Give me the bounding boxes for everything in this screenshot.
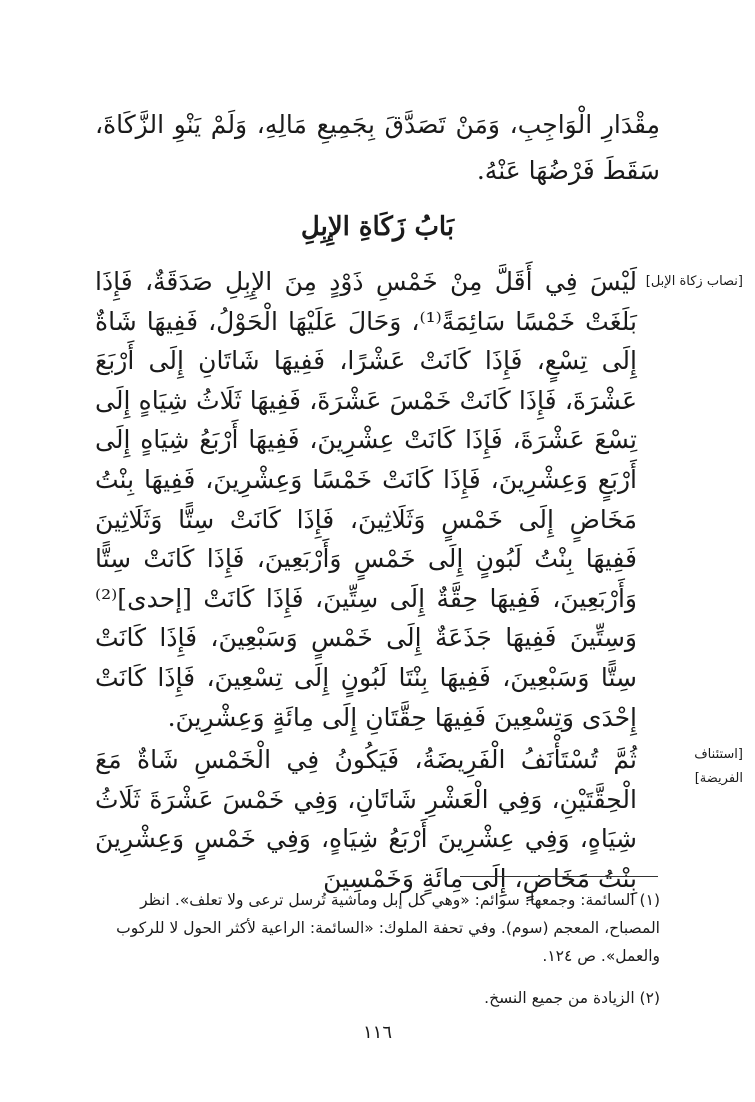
side-note-nisab: [نصاب زكاة الإبل] (645, 274, 743, 289)
paragraph-camel-nisab: لَيْسَ فِي أَقَلَّ مِنْ خَمْسِ ذَوْدٍ مِنَ الإِبِلِ صَدَقَةٌ، فَإِذَا بَلَغَتْ خَمْسًا سَائِمَةً⁽¹⁾، وَحَالَ عَلَيْهَا الْحَوْلُ، فَفِيهَا شَاةٌ إِلَى تِسْعٍ، فَإِذَا كَانَتْ عَشْرًا، فَفِيهَا شَاتَانِ إِلَى أَرْبَعَ عَشْرَةَ، فَإِذَا كَانَتْ خَمْسَ عَشْرَةَ، فَفِيهَا ثَلَاثُ شِيَاهٍ إِلَى تِسْعَ عَشْرَةَ، فَإِذَا كَانَتْ عِشْرِينَ، فَفِيهَا أَرْبَعُ شِيَاهٍ إِلَى أَرْبَعٍ وَعِشْرِينَ، فَإِذَا كَانَتْ خَمْسًا وَعِشْرِينَ، فَفِيهَا بِنْتُ مَخَاضٍ إِلَى خَمْسٍ وَثَلَاثِينَ، فَإِذَا كَانَتْ سِتًّا وَثَلَاثِينَ فَفِيهَا بِنْتُ لَبُونٍ إِلَى خَمْسٍ وَأَرْبَعِينَ، فَإِذَا كَانَتْ سِتًّا وَأَرْبَعِينَ، فَفِيهَا حِقَّةٌ إِلَى سِتِّينَ، فَإِذَا كَانَتْ [إحدى]⁽²⁾ وَسِتِّينَ فَفِيهَا جَذَعَةٌ إِلَى خَمْسٍ وَسَبْعِينَ، فَإِذَا كَانَتْ سِتًّا وَسَبْعِينَ، فَفِيهَا بِنْتَا لَبُونٍ إِلَى تِسْعِينَ، فَإِذَا كَانَتْ إِحْدَى وَتِسْعِينَ فَفِيهَا حِقَّتَانِ إِلَى مِائَةٍ وَعِشْرِينَ. (95, 267, 637, 732)
footnote-1: (١) السائمة: وجمعها: سوائم: «وهي كل إبل وماشية تُرسل ترعى ولا تعلف». انظر المصباح، المعجم (سوم). وفي تحفة الملوك: «السائمة: الراعية لأكثر الحول لا للركوب والعمل». ص ١٢٤. (116, 891, 660, 965)
top-paragraph: مِقْدَارِ الْوَاجِبِ، وَمَنْ تَصَدَّقَ بِجَمِيعِ مَالِهِ، وَلَمْ يَنْوِ الزَّكَاةَ، سَقَطَ فَرْضُهَا عَنْهُ. (95, 110, 660, 185)
page-number: ١١٦ (362, 1022, 392, 1043)
footnote-2: (٢) الزيادة من جميع النسخ. (484, 989, 660, 1007)
paragraph-resumption: ثُمَّ تُسْتَأْنَفُ الْفَرِيضَةُ، فَيَكُونُ فِي الْخَمْسِ شَاةٌ مَعَ الْحِقَّتَيْنِ، وَفِي الْعَشْرِ شَاتَانِ، وَفِي خَمْسَ عَشْرَةَ ثَلَاثُ شِيَاهٍ، وَفِي عِشْرِينَ أَرْبَعُ شِيَاهٍ، وَفِي خَمْسٍ وَعِشْرِينَ بِنْتُ مَخَاضٍ، إِلَى مِائَةٍ وَخَمْسِينَ (95, 745, 637, 893)
footnote-divider (460, 876, 658, 877)
side-note-resumption: [استئناف الفريضة] (694, 747, 743, 786)
section-title: بَابُ زَكَاةِ الإِبِلِ (300, 212, 455, 242)
